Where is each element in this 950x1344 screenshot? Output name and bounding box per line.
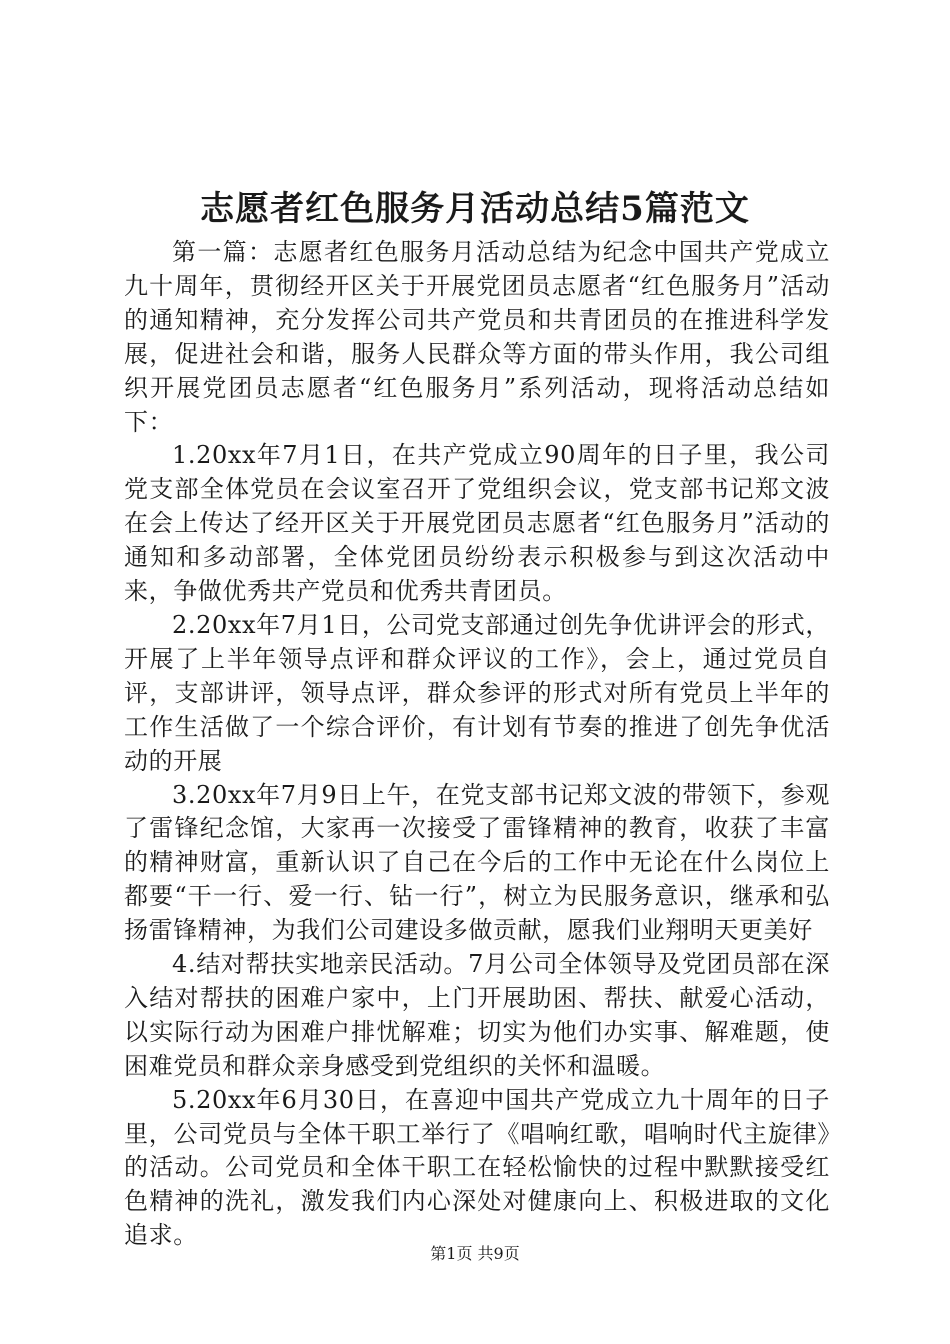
- page-number-footer: 第1页 共9页: [430, 1244, 520, 1263]
- paragraph-item-4: 4.结对帮扶实地亲民活动。7月公司全体领导及党团员部在深入结对帮扶的困难户家中，上门开展助困、帮扶、献爱心活动，以实际行动为困难户排忧解难；切实为他们办实事、解难题，使困难党员和群众亲身感受到党组织的关怀和温暖。: [124, 950, 830, 1080]
- paragraph-intro: 第一篇：志愿者红色服务月活动总结为纪念中国共产党成立九十周年，贯彻经开区关于开展党团员志愿者“红色服务月”活动的通知精神，充分发挥公司共产党员和共青团员的在推进科学发展，促进社会和谐，服务人民群众等方面的带头作用，我公司组织开展党团员志愿者“红色服务月”系列活动，现将活动总结如下：: [124, 238, 830, 436]
- document-body: [124, 236, 830, 1253]
- paragraph-item-3: 3.20xx年7月9日上午，在党支部书记郑文波的带领下，参观了雷锋纪念馆，大家再一次接受了雷锋精神的教育，收获了丰富的精神财富，重新认识了自己在今后的工作中无论在什么岗位上都要“干一行、爱一行、钻一行”，树立为民服务意识，继承和弘扬雷锋精神，为我们公司建设多做贡献，愿我们业翔明天更美好: [124, 780, 830, 945]
- paragraph-item-2: 2.20xx年7月1日，公司党支部通过创先争优讲评会的形式，开展了上半年领导点评和群众评议的工作》，会上，通过党员自评，支部讲评，领导点评，群众参评的形式对所有党员上半年的工作生活做了一个综合评价，有计划有节奏的推进了创先争优活动的开展: [124, 610, 830, 775]
- document-title: 志愿者红色服务月活动总结5篇范文: [200, 189, 750, 229]
- paragraph-item-1: 1.20xx年7月1日，在共产党成立90周年的日子里，我公司党支部全体党员在会议室召开了党组织会议，党支部书记郑文波在会上传达了经开区关于开展党团员志愿者“红色服务月”活动的通知和多动部署，全体党团员纷纷表示积极参与到这次活动中来，争做优秀共产党员和优秀共青团员。: [124, 441, 830, 606]
- paragraph-item-5: 5.20xx年6月30日，在喜迎中国共产党成立九十周年的日子里，公司党员与全体干职工举行了《唱响红歌，唱响时代主旋律》的活动。公司党员和全体干职工在轻松愉快的过程中默默接受红色精神的洗礼，激发我们内心深处对健康向上、积极进取的文化追求。: [124, 1085, 830, 1250]
